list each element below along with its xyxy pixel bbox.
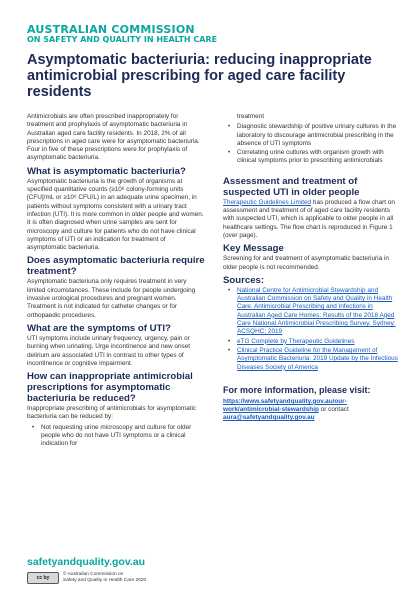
email-link[interactable]: aura@safetyandquality.gov.au xyxy=(223,414,315,422)
reduce-list xyxy=(27,424,205,449)
license-block xyxy=(27,572,146,584)
contact-text: or contact xyxy=(318,406,349,414)
logo-line-2: ON SAFETY AND QUALITY IN HEALTH CARE xyxy=(27,34,218,44)
heading-what-is: What is asymptomatic bacteriuria? xyxy=(27,165,186,177)
website-label[interactable]: safetyandquality.gov.au xyxy=(27,556,146,568)
assessment-text: has produced a flow chart on assessment and treatment of of aged care facility residents with suspected UTI, which is applicable to older people in all healthcare settings. The flow chart is reproduced in Figure 1 (over page). xyxy=(223,198,395,239)
reduce-item-3: • Correlating urine cultures with organism growth with clinical symptoms prior to prescribing antimicrobials xyxy=(237,149,401,166)
copyright-line-1: © Australian Commission on xyxy=(63,572,124,577)
more-info-heading: For more information, please visit: xyxy=(223,384,371,395)
source-link-3[interactable]: Clinical Practice Guideline for the Management of Asymptomatic Bacteriuria: 2019 Update by the Infectious Diseases Society of America xyxy=(237,346,398,371)
heading-sources: Sources: xyxy=(223,274,265,286)
left-column xyxy=(27,113,205,450)
copyright-line-2: Safety and Quality in Health Care 2020 xyxy=(63,578,147,583)
creative-commons-icon: cc by xyxy=(27,572,59,584)
reduce-list-continued xyxy=(223,123,401,165)
how-reduce-paragraph: Inappropriate prescribing of antimicrobials for asymptomatic bacteriuria can be reduced by: xyxy=(27,405,197,421)
tg-link[interactable]: Therapeutic Guidelines Limited xyxy=(223,198,312,206)
reduce-item-1-continued: treatment xyxy=(237,113,264,120)
what-is-paragraph: Asymptomatic bacteriuria is the growth of organisms at specified quantitative counts (≥10⁸ colony-forming units [CFU]/mL or ≥10⁸ CFU/L) in an adequate urine specimen, in patients without symptoms consistent with a urinary tract infection (UTI). It is more common in older people and women. It is often diagnosed when urine samples are sent for microscopy and culture for patients who do not have clinical symptoms of UTI or an indication for treatment of asymptomatic bacteriuria. xyxy=(27,177,204,252)
require-treatment-paragraph: Asymptomatic bacteriuria only requires treatment in very limited circumstances. These include for people undergoing invasive urological procedures and pregnant women. Treatment is not indicated for catheter changes or for orthopaedic procedures. xyxy=(27,278,196,319)
logo-line-1: AUSTRALIAN COMMISSION xyxy=(27,23,195,36)
sources-list xyxy=(223,287,401,372)
right-column xyxy=(223,113,401,425)
heading-symptoms: What are the symptoms of UTI? xyxy=(27,322,171,334)
symptoms-paragraph: UTI symptoms include urinary frequency, urgency, pain or burning when urinating. Urge incontinence and new onset delirium are associated UTI in contrast to other types of incontinence or cognitive impairment. xyxy=(27,334,191,367)
heading-assessment: Assessment and treatment of suspected UTI in older people xyxy=(223,175,360,198)
assessment-paragraph xyxy=(223,199,401,240)
source-item-3 xyxy=(237,347,401,372)
source-item-2 xyxy=(237,338,401,346)
reduce-item-1: • Not requesting urine microscopy and culture for older people who do not have UTI symptoms or a clinical indication for xyxy=(41,424,205,449)
heading-key-message: Key Message xyxy=(223,243,284,255)
contact-paragraph xyxy=(223,398,401,423)
heading-how-reduce: How can inappropriate antimicrobial prescriptions for asymptomatic bacteriuria be reduced? xyxy=(27,371,193,405)
copyright-text xyxy=(63,572,146,584)
source-item-1 xyxy=(237,287,401,337)
reduce-item-2: • Diagnostic stewardship of positive urinary cultures in the laboratory to discourage antimicrobial prescribing in the absence of UTI symptoms xyxy=(237,123,401,148)
heading-require-treatment: Does asymptomatic bacteriuria require treatment? xyxy=(27,255,205,278)
source-link-1[interactable]: National Centre for Antimicrobial Stewardship and Australian Commission on Safety and Quality in Health Care. Antimicrobial Prescribing and Infections in Australian Aged Care Homes: Results of the 2018 Aged Care National Antimicrobial Prescribing Survey. Sydney: ACSQHC; 2019 xyxy=(237,286,396,336)
more-info-link[interactable]: https://www.safetyandquality.gov.au/our-work/antimicrobial-stewardship xyxy=(223,397,347,414)
commission-logo xyxy=(27,24,217,44)
page-title: Asymptomatic bacteriuria: reducing inappropriate antimicrobial prescribing for aged care facility residents xyxy=(27,52,372,100)
key-message-paragraph: Screening for and treatment of asymptomatic bacteriuria in older people is not recommended. xyxy=(223,255,389,271)
source-link-2[interactable]: eTG Complete by Therapeutic Guidelines xyxy=(237,337,355,345)
intro-paragraph: Antimicrobials are often prescribed inappropriately for treatment and prophylaxis of asymptomatic bacteriuria in Australian aged care facility residents. In 2018, 2% of all prescriptions in aged care were for asymptomatic bacteriuria. Four in five of these prescriptions were for prophylaxis of asymptomatic bacteriuria. xyxy=(27,113,200,162)
